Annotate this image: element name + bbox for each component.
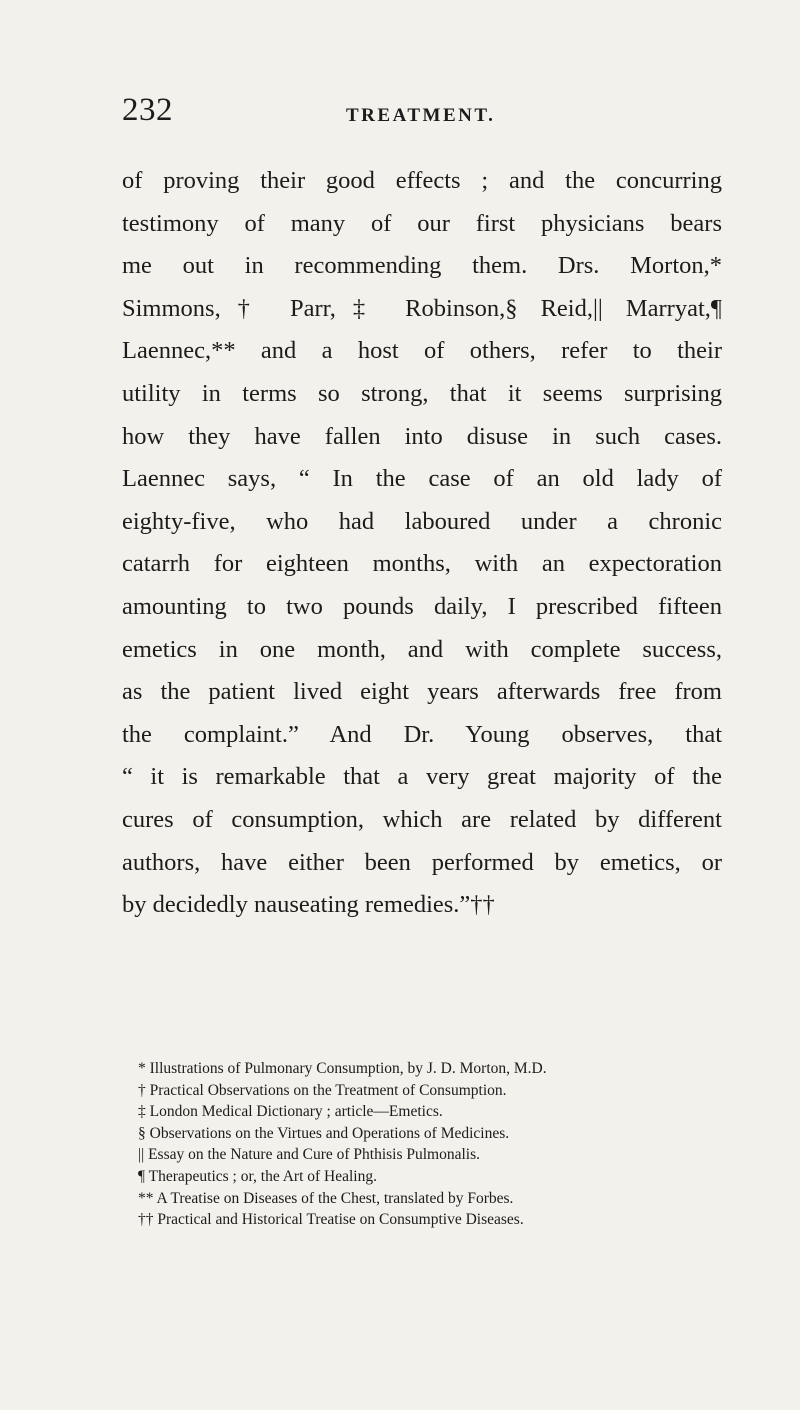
- footnote: † Practical Observations on the Treatment of Consumption.: [138, 1081, 507, 1099]
- footnote: ** A Treatise on Diseases of the Chest, translated by Forbes.: [138, 1189, 514, 1207]
- running-head: TREATMENT.: [346, 105, 496, 126]
- body-text: [122, 160, 722, 927]
- body-line: of proving their good effects ; and the concurring: [122, 167, 722, 194]
- body-line: by decidedly nauseating remedies.”††: [122, 891, 495, 919]
- body-line: me out in recommending them. Drs. Morton,*: [122, 252, 722, 280]
- body-line: authors, have either been performed by emetics, or: [122, 848, 722, 876]
- body-line: how they have fallen into disuse in such cases.: [122, 422, 722, 450]
- body-line: eighty-five, who had laboured under a chronic: [122, 507, 722, 535]
- body-line: Laennec,** and a host of others, refer to their: [122, 337, 722, 365]
- body-line: Simmons,† Parr,‡ Robinson,§ Reid,|| Marryat,¶: [122, 294, 722, 322]
- footnote: || Essay on the Nature and Cure of Phthisis Pulmonalis.: [138, 1146, 481, 1164]
- footnote: ¶ Therapeutics ; or, the Art of Healing.: [138, 1167, 377, 1185]
- body-line: as the patient lived eight years afterwards free from: [122, 678, 722, 706]
- footnote: ‡ London Medical Dictionary ; article—Emetics.: [138, 1103, 443, 1121]
- body-line: Laennec says, “ In the case of an old lady of: [122, 465, 722, 493]
- page-header: [122, 92, 722, 132]
- body-line: emetics in one month, and with complete success,: [122, 635, 722, 663]
- footnote: § Observations on the Virtues and Operations of Medicines.: [138, 1124, 510, 1142]
- body-line: catarrh for eighteen months, with an expectoration: [122, 550, 722, 578]
- footnote: †† Practical and Historical Treatise on Consumptive Diseases.: [138, 1211, 524, 1229]
- body-line: amounting to two pounds daily, I prescribed fifteen: [122, 592, 722, 620]
- body-line: testimony of many of our first physicians bears: [122, 209, 722, 237]
- page-number: 232: [122, 92, 173, 128]
- body-line: the complaint.” And Dr. Young observes, that: [122, 720, 722, 748]
- body-line: “ it is remarkable that a very great majority of the: [122, 763, 722, 791]
- body-line: utility in terms so strong, that it seems surprising: [122, 379, 722, 407]
- footnote: * Illustrations of Pulmonary Consumption, by J. D. Morton, M.D.: [138, 1060, 547, 1077]
- footnotes: [138, 1058, 728, 1231]
- body-line: cures of consumption, which are related by different: [122, 805, 722, 833]
